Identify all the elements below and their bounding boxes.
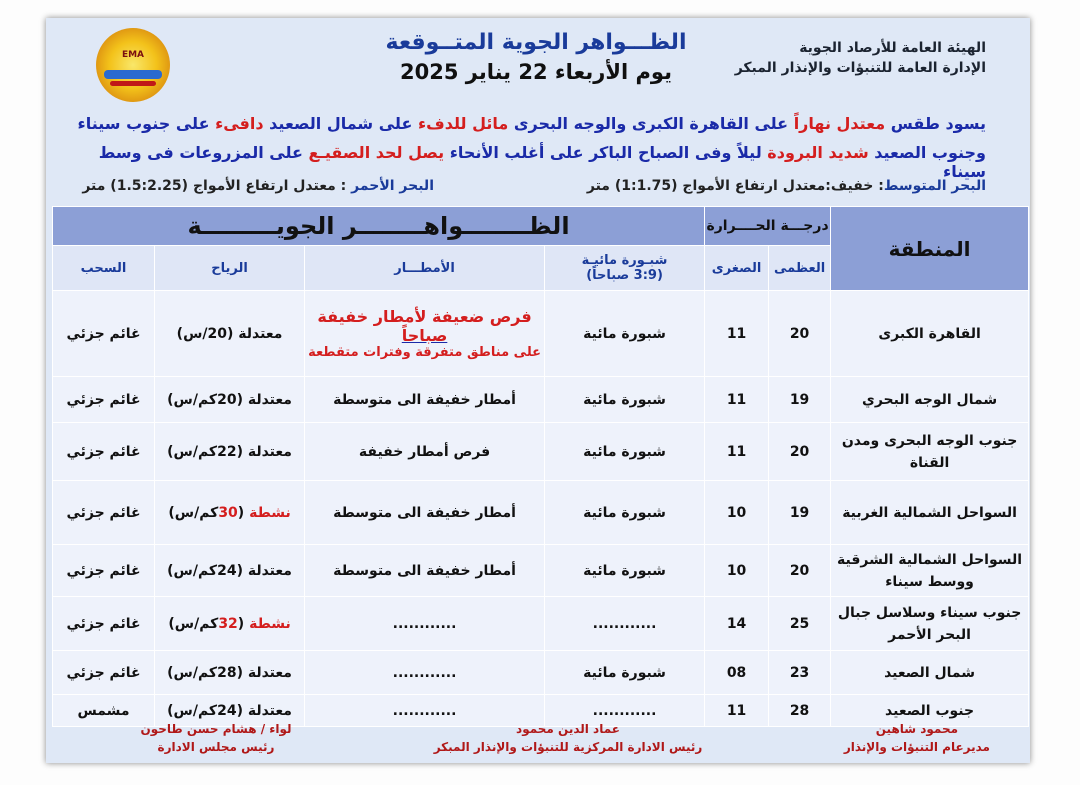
forecast-segment: مائل للدفء (417, 114, 509, 133)
forecast-line-1 (66, 114, 986, 133)
bulletin-sheet (46, 18, 1030, 763)
forecast-segment: على القاهرة الكبرى والوجه البحرى (508, 114, 794, 133)
fog-cell: شبورة مائية (545, 291, 705, 377)
max-temp-cell: 23 (769, 651, 831, 695)
cloud-cell: مشمس (53, 695, 155, 727)
wind-speed: 30 (218, 504, 238, 521)
region-cell: القاهرة الكبرى (831, 291, 1029, 377)
med-sea-label: البحر المتوسط (883, 178, 986, 194)
min-temp-cell: 10 (705, 481, 769, 545)
col-fog-header (545, 246, 705, 291)
min-temp-cell: 11 (705, 423, 769, 481)
forecast-segment: يسود طقس (885, 114, 986, 133)
rain-cell: ............ (305, 695, 545, 727)
wind-strength: نشطة (249, 615, 291, 632)
wind-cell: معتدلة (24كم/س) (155, 695, 305, 727)
forecast-segment: دافىء (215, 114, 264, 133)
forecast-segment: معتدل نهاراً (793, 114, 886, 133)
table-row (53, 651, 1029, 695)
wind-cell: معتدلة (20كم/س) (155, 377, 305, 423)
forecast-date: يوم الأربعاء 22 يناير 2025 (400, 60, 672, 84)
wind-paren: ( (237, 504, 250, 521)
cloud-cell: غائم جزئي (53, 481, 155, 545)
org-line-1: الهيئة العامة للأرصاد الجوية (799, 40, 986, 56)
red-sea-info (82, 178, 434, 194)
region-header: المنطقة (831, 207, 1029, 291)
wind-strength: نشطة (249, 504, 291, 521)
signer-name: عماد الدين محمود (516, 722, 620, 736)
cloud-cell: غائم جزئي (53, 651, 155, 695)
col-wind-header: الرياح (155, 246, 305, 291)
table-row (53, 423, 1029, 481)
fog-cell: شبورة مائية (545, 651, 705, 695)
region-cell: شمال الوجه البحري (831, 377, 1029, 423)
forecast-segment: على شمال الصعيد (263, 114, 418, 133)
min-temp-cell: 14 (705, 597, 769, 651)
phenomena-banner: الظــــــــواهــــــــر الجويـــــــــة (53, 207, 705, 246)
col-rain-header: الأمطـــار (305, 246, 545, 291)
rain-cell: فرص أمطار خفيفة (305, 423, 545, 481)
wind-speed: 32 (218, 615, 238, 632)
forecast-segment: يصل لحد الصقيـع (308, 143, 445, 162)
ema-logo (96, 28, 170, 102)
signer-title: رئيس مجلس الادارة (157, 740, 275, 754)
forecast-segment: على المزروعات فى وسط سيناء (98, 143, 986, 181)
wind-cell: معتدلة (28كم/س) (155, 651, 305, 695)
fog-cell: شبورة مائية (545, 545, 705, 597)
red-sea-value: : معتدل ارتفاع الأمواج (1.5:2.25) متر (82, 178, 352, 194)
col-max-header: العظمى (769, 246, 831, 291)
wind-cell: معتدلة (22كم/س) (155, 423, 305, 481)
temperature-header: درجـــة الحــــرارة (705, 207, 831, 246)
med-sea-info (587, 178, 986, 194)
max-temp-cell: 19 (769, 481, 831, 545)
forecast-line-2 (66, 143, 986, 181)
min-temp-cell: 08 (705, 651, 769, 695)
wind-paren: ( (237, 615, 250, 632)
region-cell: جنوب الصعيد (831, 695, 1029, 727)
rain-detail: على مناطق متفرقة وفترات متقطعة (308, 345, 542, 360)
fog-cell: شبورة مائية (545, 423, 705, 481)
signer-title: مديرعام التنبؤات والإنذار (843, 740, 990, 754)
signature-forecast-director (844, 720, 990, 756)
logo-band (104, 70, 162, 79)
forecast-segment: وجنوب الصعيد (868, 143, 986, 162)
cloud-cell: غائم جزئي (53, 545, 155, 597)
min-temp-cell: 11 (705, 695, 769, 727)
signer-name: محمود شاهين (875, 722, 959, 736)
rain-cell: ............ (305, 597, 545, 651)
org-line-2: الإدارة العامة للتنبؤات والإنذار المبكر (734, 60, 986, 76)
max-temp-cell: 19 (769, 377, 831, 423)
wind-cell: معتدلة (24كم/س) (155, 545, 305, 597)
max-temp-cell: 28 (769, 695, 831, 727)
table-row (53, 597, 1029, 651)
table-row (53, 481, 1029, 545)
col-cloud-header: السحب (53, 246, 155, 291)
region-cell: السواحل الشمالية الغربية (831, 481, 1029, 545)
rain-text: فرص ضعيفة لأمطار خفيفة (317, 307, 532, 326)
signer-name: لواء / هشام حسن طاحون (140, 722, 292, 736)
min-temp-cell: 11 (705, 377, 769, 423)
wind-cell (155, 481, 305, 545)
forecast-segment: شديد البرودة (767, 143, 869, 162)
rain-cell: ............ (305, 651, 545, 695)
fog-cell: ............ (545, 695, 705, 727)
signer-title: رئيس الادارة المركزية للتنبؤات والإنذار المبكر (433, 740, 703, 754)
rain-cell: أمطار خفيفة الى متوسطة (305, 545, 545, 597)
region-cell: جنوب سيناء وسلاسل جبال البحر الأحمر (831, 597, 1029, 651)
fog-cell: شبورة مائية (545, 481, 705, 545)
wind-cell (155, 597, 305, 651)
med-sea-value: : خفيف:معتدل ارتفاع الأمواج (1:1.75) متر (586, 178, 884, 194)
fog-cell: شبورة مائية (545, 377, 705, 423)
region-cell: السواحل الشمالية الشرقية ووسط سيناء (831, 545, 1029, 597)
fog-cell: ............ (545, 597, 705, 651)
logo-band-red (110, 81, 156, 86)
max-temp-cell: 20 (769, 423, 831, 481)
signature-central-admin (418, 720, 718, 756)
cloud-cell: غائم جزئي (53, 291, 155, 377)
fog-header-time: (3:9 صباحاً) (586, 268, 663, 283)
wind-unit: كم/س) (168, 615, 219, 632)
forecast-segment: ليلاً وفى الصباح الباكر على أغلب الأنحاء (444, 143, 768, 162)
max-temp-cell: 20 (769, 291, 831, 377)
wind-unit: كم/س) (168, 504, 219, 521)
table-row (53, 377, 1029, 423)
table-banner-row (53, 207, 1029, 246)
cloud-cell: غائم جزئي (53, 597, 155, 651)
col-min-header: الصغرى (705, 246, 769, 291)
table-row (53, 545, 1029, 597)
rain-cell: أمطار خفيفة الى متوسطة (305, 377, 545, 423)
cloud-cell: غائم جزئي (53, 377, 155, 423)
min-temp-cell: 11 (705, 291, 769, 377)
page-title: الظـــواهر الجوية المتــوقعة (385, 30, 687, 55)
table-row (53, 291, 1029, 377)
min-temp-cell: 10 (705, 545, 769, 597)
signature-chairman (106, 720, 326, 756)
max-temp-cell: 20 (769, 545, 831, 597)
forecast-segment: على جنوب سيناء (77, 114, 216, 133)
max-temp-cell: 25 (769, 597, 831, 651)
wind-cell: معتدلة (20/س) (155, 291, 305, 377)
fog-header-label: شبـورة مائيـة (581, 253, 668, 268)
organization-header (735, 38, 986, 78)
rain-cell: أمطار خفيفة الى متوسطة (305, 481, 545, 545)
rain-cell (305, 291, 545, 377)
weather-table (52, 206, 1029, 727)
region-cell: شمال الصعيد (831, 651, 1029, 695)
region-cell: جنوب الوجه البحرى ومدن القناة (831, 423, 1029, 481)
rain-time: صباحاً (401, 326, 448, 345)
logo-text: EMA (121, 50, 145, 60)
cloud-cell: غائم جزئي (53, 423, 155, 481)
red-sea-label: البحر الأحمر (351, 178, 434, 194)
